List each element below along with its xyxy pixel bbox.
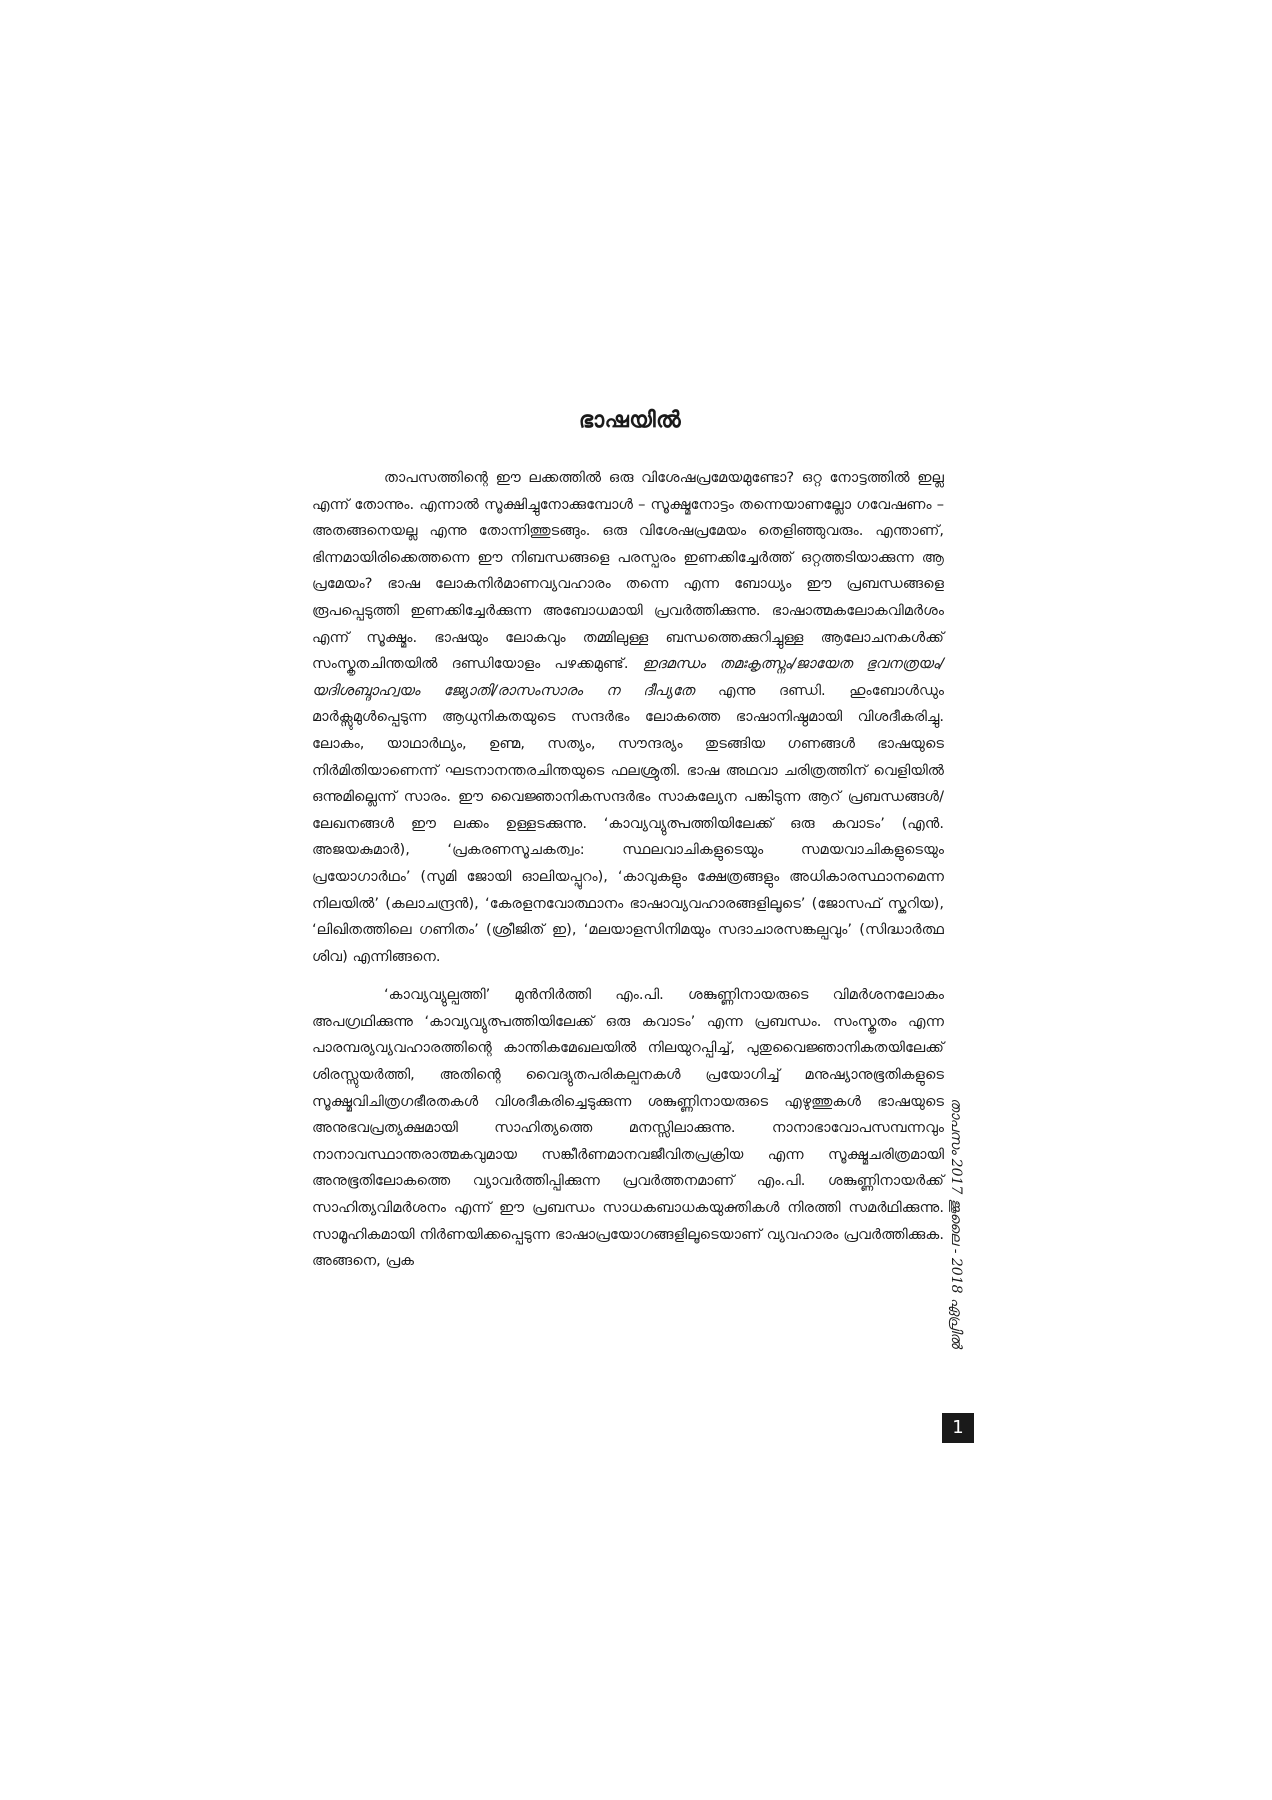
paragraph-text: എന്നു ദണ്ഡി. ഹുംബോൾഡും മാർക്സുമുൾപ്പെടുന്ന ആധുനികതയുടെ സന്ദർഭം ലോകത്തെ ഭാഷാനിഷ്ഠമായി വിശദീകരിച്ചു. ലോകം, യാഥാർഥ്യം, ഉണ്മ, സത്യം, സൗന്ദര്യം തുടങ്ങിയ ഗണങ്ങൾ ഭാഷയുടെ നിർമിതിയാണെന്ന് ഘടനാനന്തരചിന്തയുടെ ഫലശ്രുതി. ഭാഷ അഥവാ ചരിത്രത്തിന് വെളിയിൽ ഒന്നുമില്ലെന്ന് സാരം. ഈ വൈജ്ഞാനികസന്ദർഭം സാകല്യേന പങ്കിടുന്ന ആറ് പ്രബന്ധങ്ങൾ/ലേഖനങ്ങൾ ഈ ലക്കം ഉള്ളടക്കുന്നു. ‘കാവ്യവ്യുത്പത്തിയിലേക്ക് ഒരു കവാടം’ (എൻ. അജയകുമാർ), ‘പ്രകരണസൂചകത്വം: സ്ഥലവാചികളുടെയും സമയവാചികളുടെയും പ്രയോഗാർഥം’ (സുമി ജോയി ഓലിയപ്പുറം), ‘കാവുകളും ക്ഷേത്രങ്ങളും അധികാരസ്ഥാനമെന്ന നിലയിൽ’ (കലാചന്ദ്രൻ), ‘കേരളനവോത്ഥാനം ഭാഷാവ്യവഹാരങ്ങളിലൂടെ’ (ജോസഫ് സ്കറിയ), ‘ലിഖിതത്തിലെ ഗണിതം’ (ശ്രീജിത് ഇ), ‘മലയാളസിനിമയും സദാചാരസങ്കല്പവും’ (സിദ്ധാർത്ഥ ശിവ) എന്നിങ്ങനെ. [312,681,944,965]
paragraph-text: താപസത്തിന്റെ ഈ ലക്കത്തിൽ ഒരു വിശേഷപ്രമേയമുണ്ടോ? ഒറ്റ നോട്ടത്തിൽ ഇല്ല എന്ന് തോന്നും. എന്നാൽ സൂക്ഷിച്ചുനോക്കുമ്പോൾ – സൂക്ഷ്മനോട്ടം തന്നെയാണല്ലോ ഗവേഷണം – അതങ്ങനെയല്ല എന്നു തോന്നിത്തുടങ്ങും. ഒരു വിശേഷപ്രമേയം തെളിഞ്ഞുവരും. എന്താണ്, ഭിന്നമായിരിക്കെത്തന്നെ ഈ നിബന്ധങ്ങളെ പരസ്പരം ഇണക്കിച്ചേർത്ത് ഒറ്റത്തടിയാക്കുന്ന ആ പ്രമേയം? ഭാഷ ലോകനിർമാണവ്യവഹാരം തന്നെ എന്ന ബോധ്യം ഈ പ്രബന്ധങ്ങളെ രൂപപ്പെടുത്തി ഇണക്കിച്ചേർക്കുന്ന അബോധമായി പ്രവർത്തിക്കുന്നു. ഭാഷാത്മകലോകവിമർശം എന്ന് സൂക്ഷ്മം. ഭാഷയും ലോകവും തമ്മിലുള്ള ബന്ധത്തെക്കുറിച്ചുള്ള ആലോചനകൾക്ക് സംസ്കൃതചിന്തയിൽ ദണ്ഡിയോളം പഴക്കമുണ്ട്. [312,469,944,673]
article-body [312,465,944,1287]
sanskrit-quote: ഇദമന്ധം തമഃകൃത്സ്നം/ജായേത ഭുവനത്രയം/യദിശബ്ദാഹ്വയം ജ്യോതി/രാസംസാരം ന ദീപ്യതേ [312,655,945,699]
body-paragraph [312,465,944,970]
body-paragraph [312,982,944,1275]
paragraph-text: ‘കാവ്യവ്യുല്പത്തി’ മുൻനിർത്തി എം.പി. ശങ്കുണ്ണിനായരുടെ വിമർശനലോകം അപഗ്രഥിക്കുന്നു ‘കാവ്യവ്യുത്പത്തിയിലേക്ക് ഒരു കവാടം’ എന്ന പ്രബന്ധം. സംസ്കൃതം എന്ന പാരമ്പര്യവ്യവഹാരത്തിന്റെ കാന്തികമേഖലയിൽ നിലയുറപ്പിച്ച്, പുതുവൈജ്ഞാനികതയിലേക്ക് ശിരസ്സുയർത്തി, അതിന്റെ വൈദ്യുതപരികല്പനകൾ പ്രയോഗിച്ച് മനുഷ്യാനുഭൂതികളുടെ സൂക്ഷ്മവിചിത്രഗഭീരതകൾ വിശദീകരിച്ചെടുക്കുന്ന ശങ്കുണ്ണിനായരുടെ എഴുത്തുകൾ ഭാഷയുടെ അനുഭവപ്രത്യക്ഷമായി സാഹിത്യത്തെ മനസ്സിലാക്കുന്നു. നാനാഭാവോപസമ്പന്നവും നാനാവസ്ഥാന്തരാത്മകവുമായ സങ്കീർണമാനവജീവിതപ്രക്രിയ എന്ന സൂക്ഷ്മചരിത്രമായി അനുഭൂതിലോകത്തെ വ്യാവർത്തിപ്പിക്കുന്ന പ്രവർത്തനമാണ് എം.പി. ശങ്കുണ്ണിനായർക്ക് സാഹിത്യവിമർശനം എന്ന് ഈ പ്രബന്ധം സാധകബാധകയുക്തികൾ നിരത്തി സമർഥിക്കുന്നു. സാമൂഹികമായി നിർണയിക്കപ്പെടുന്ന ഭാഷാപ്രയോഗങ്ങളിലൂടെയാണ് വ്യവഹാരം പ്രവർത്തിക്കുക. അങ്ങനെ, പ്രക [312,986,944,1270]
running-head: താപസം 2017 ജൂലൈ - 2018 ഏപ്രിൽ [948,1098,964,1348]
article-title: ഭാഷയിൽ [578,408,682,433]
page-number: 1 [942,1413,974,1443]
